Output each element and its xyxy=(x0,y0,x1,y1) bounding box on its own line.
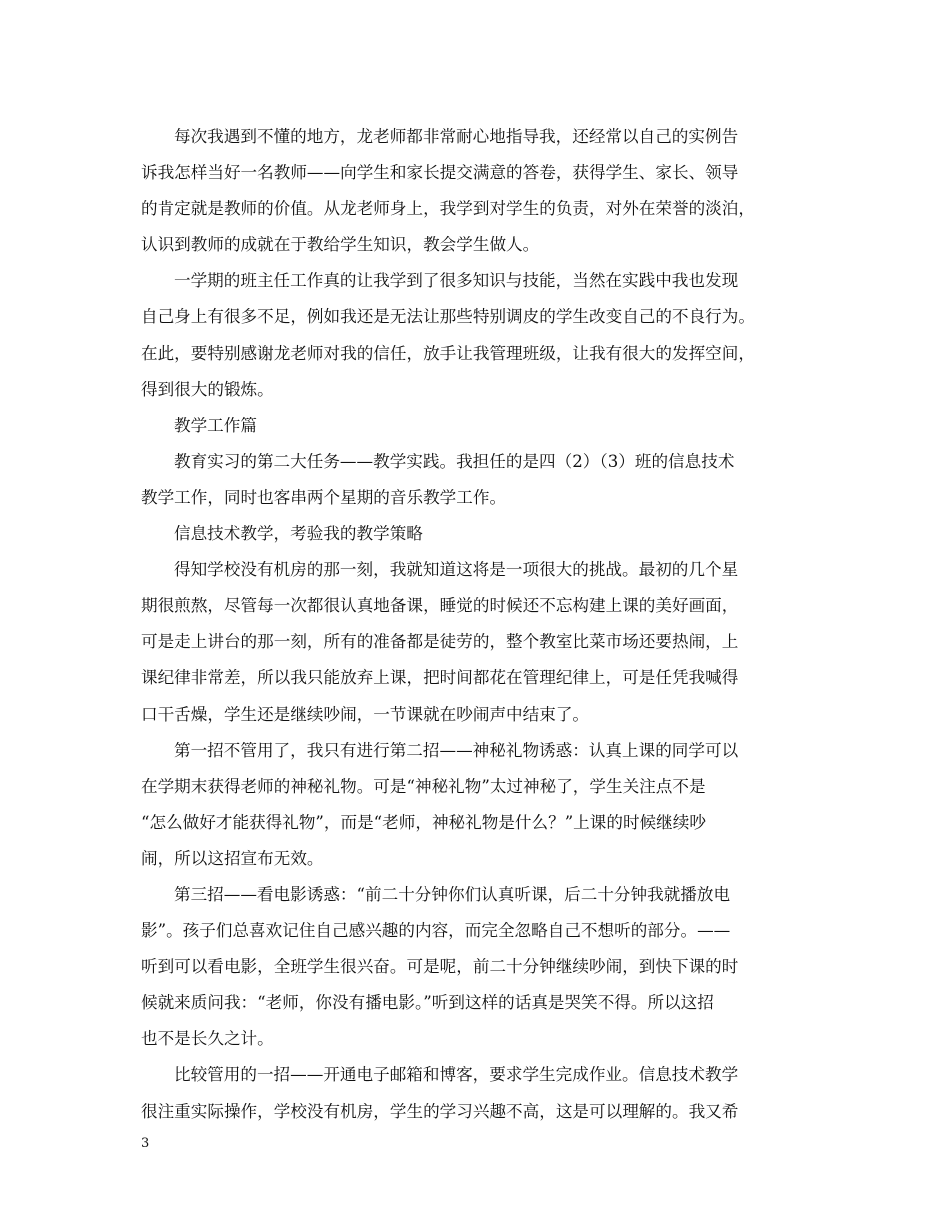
paragraph-line: 每次我遇到不懂的地方，龙老师都非常耐心地指导我，还经常以自己的实例告 xyxy=(174,127,739,146)
paragraph-line: 候就来质问我：“老师，你没有播电影。”听到这样的话真是哭笑不得。所以这招 xyxy=(141,993,714,1013)
paragraph-line: 在此，要特别感谢龙老师对我的信任，放手让我管理班级，让我有很大的发挥空间， xyxy=(141,343,755,363)
paragraph-line: 教学工作，同时也客串两个星期的音乐教学工作。 xyxy=(141,487,507,507)
paragraph-line: 听到可以看电影，全班学生很兴奋。可是呢，前二十分钟继续吵闹，到快下课的时 xyxy=(141,957,739,977)
paragraph-line: 第一招不管用了，我只有进行第二招——神秘礼物诱惑：认真上课的同学可以 xyxy=(174,740,739,760)
paragraph-line: 第三招——看电影诱惑：“前二十分钟你们认真听课，后二十分钟我就播放电 xyxy=(174,884,731,904)
paragraph-line: “怎么做好才能获得礼物”，而是“老师，神秘礼物是什么？”上课的时候继续吵 xyxy=(141,812,706,832)
paragraph-line: 口干舌燥，学生还是继续吵闹，一节课就在吵闹声中结束了。 xyxy=(141,704,590,724)
section-heading: 教学工作篇 xyxy=(174,415,257,435)
paragraph-line: 期很煎熬，尽管每一次都很认真地备课，睡觉的时候还不忘构建上课的美好画面， xyxy=(141,596,739,616)
paragraph-line: 认识到教师的成就在于教给学生知识，教会学生做人。 xyxy=(141,235,540,255)
page-number: 3 xyxy=(141,1136,150,1151)
paragraph-line: 可是走上讲台的那一刻，所有的准备都是徒劳的，整个教室比菜市场还要热闹，上 xyxy=(141,632,739,652)
paragraph-line: 自己身上有很多不足，例如我还是无法让那些特别调皮的学生改变自己的不良行为。 xyxy=(141,307,755,327)
paragraph-line: 很注重实际操作，学校没有机房，学生的学习兴趣不高，这是可以理解的。我又希 xyxy=(141,1101,739,1121)
paragraph-line: 得知学校没有机房的那一刻，我就知道这将是一项很大的挑战。最初的几个星 xyxy=(174,560,739,580)
subsection-heading: 信息技术教学，考验我的教学策略 xyxy=(174,524,423,544)
paragraph-line: 也不是长久之计。 xyxy=(141,1029,274,1049)
paragraph-line: 在学期末获得老师的神秘礼物。可是“神秘礼物”太过神秘了，学生关注点不是 xyxy=(141,776,706,796)
paragraph-line: 闹，所以这招宣布无效。 xyxy=(141,848,324,868)
paragraph-line: 诉我怎样当好一名教师——向学生和家长提交满意的答卷，获得学生、家长、领导 xyxy=(141,163,739,183)
paragraph-line: 课纪律非常差，所以我只能放弃上课，把时间都花在管理纪律上，可是任凭我喊得 xyxy=(141,668,739,688)
paragraph-line: 影”。孩子们总喜欢记住自己感兴趣的内容，而完全忽略自己不想听的部分。—— xyxy=(141,921,731,941)
body-text xyxy=(141,119,831,1130)
paragraph-line: 一学期的班主任工作真的让我学到了很多知识与技能，当然在实践中我也发现 xyxy=(174,271,739,291)
paragraph-line: 得到很大的锻炼。 xyxy=(141,379,274,399)
paragraph-line: 的肯定就是教师的价值。从龙老师身上，我学到对学生的负责，对外在荣誉的淡泊， xyxy=(141,199,755,219)
paragraph-line: 教育实习的第二大任务——教学实践。我担任的是四（2）（3）班的信息技术 xyxy=(174,451,735,471)
paragraph-line: 比较管用的一招——开通电子邮箱和博客，要求学生完成作业。信息技术教学 xyxy=(174,1065,739,1085)
